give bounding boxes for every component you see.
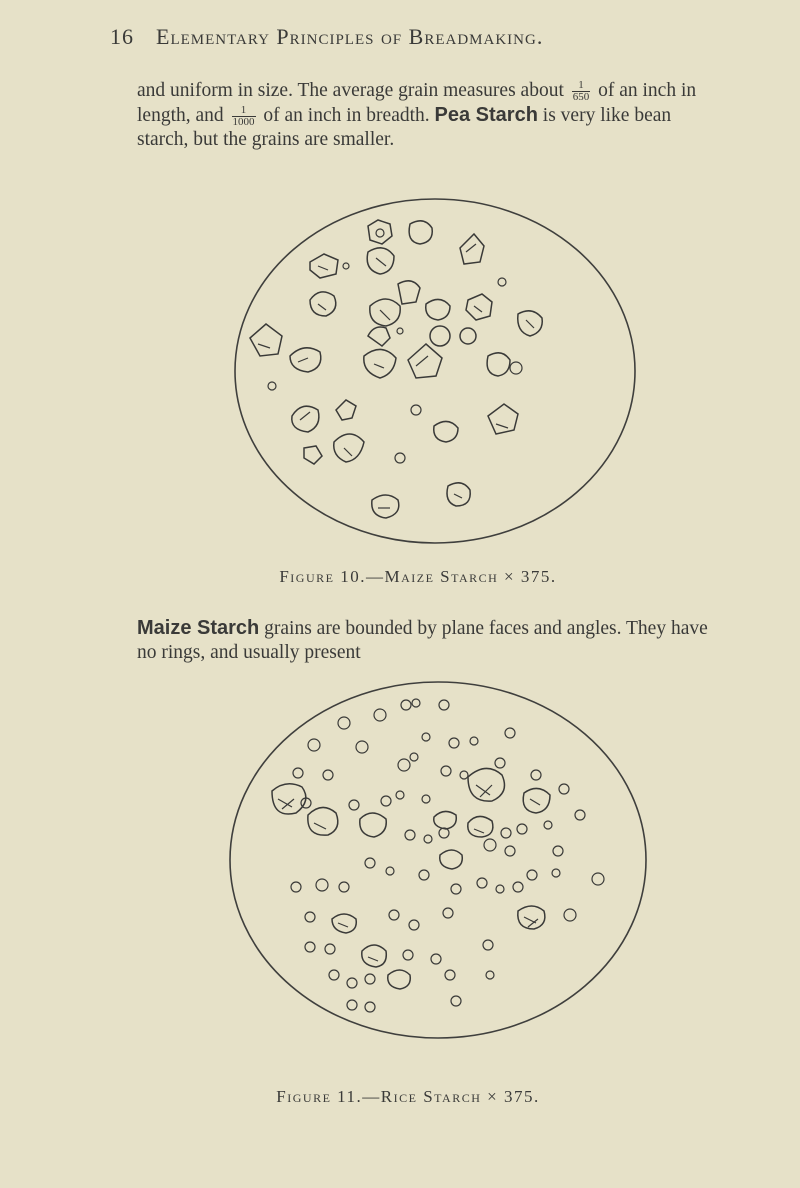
maize-starch-heading: Maize Starch: [137, 617, 260, 639]
paragraph-2-text: grains are bounded by plane faces and angles. They have no rings, and usually present: [137, 618, 708, 663]
paragraph-1: [137, 79, 712, 152]
paragraph-1-text-a: and uniform in size. The average grain measures about: [137, 80, 564, 101]
microscope-field: [230, 682, 646, 1038]
pea-starch-heading: Pea Starch: [434, 104, 538, 127]
paragraph-1-text-c: of an inch in breadth.: [263, 105, 430, 127]
running-header: [110, 24, 740, 50]
paragraph-1-text-d: is very like bean starch, but the grains are smaller.: [137, 105, 672, 151]
figure-11-caption: Figure 11.—Rice Starch × 375.: [276, 1087, 540, 1106]
maize-starch-grains: [250, 220, 542, 518]
paragraph-2: [137, 616, 712, 665]
rice-starch-illustration: [218, 675, 658, 1075]
running-title: Elementary Principles of Breadmaking.: [156, 24, 544, 49]
maize-starch-illustration: [220, 196, 650, 556]
rice-starch-grains: [272, 699, 604, 1012]
paragraph-1-text-b: of an inch in length, and: [137, 80, 697, 127]
fraction-2: $\frac{1}{1000}$: [232, 104, 255, 129]
page-number: 16: [110, 24, 134, 49]
figure-10-caption: Figure 10.—Maize Starch × 375.: [279, 567, 557, 586]
microscope-field: [235, 199, 635, 543]
fraction-1: $\frac{1}{650}$: [572, 79, 590, 104]
